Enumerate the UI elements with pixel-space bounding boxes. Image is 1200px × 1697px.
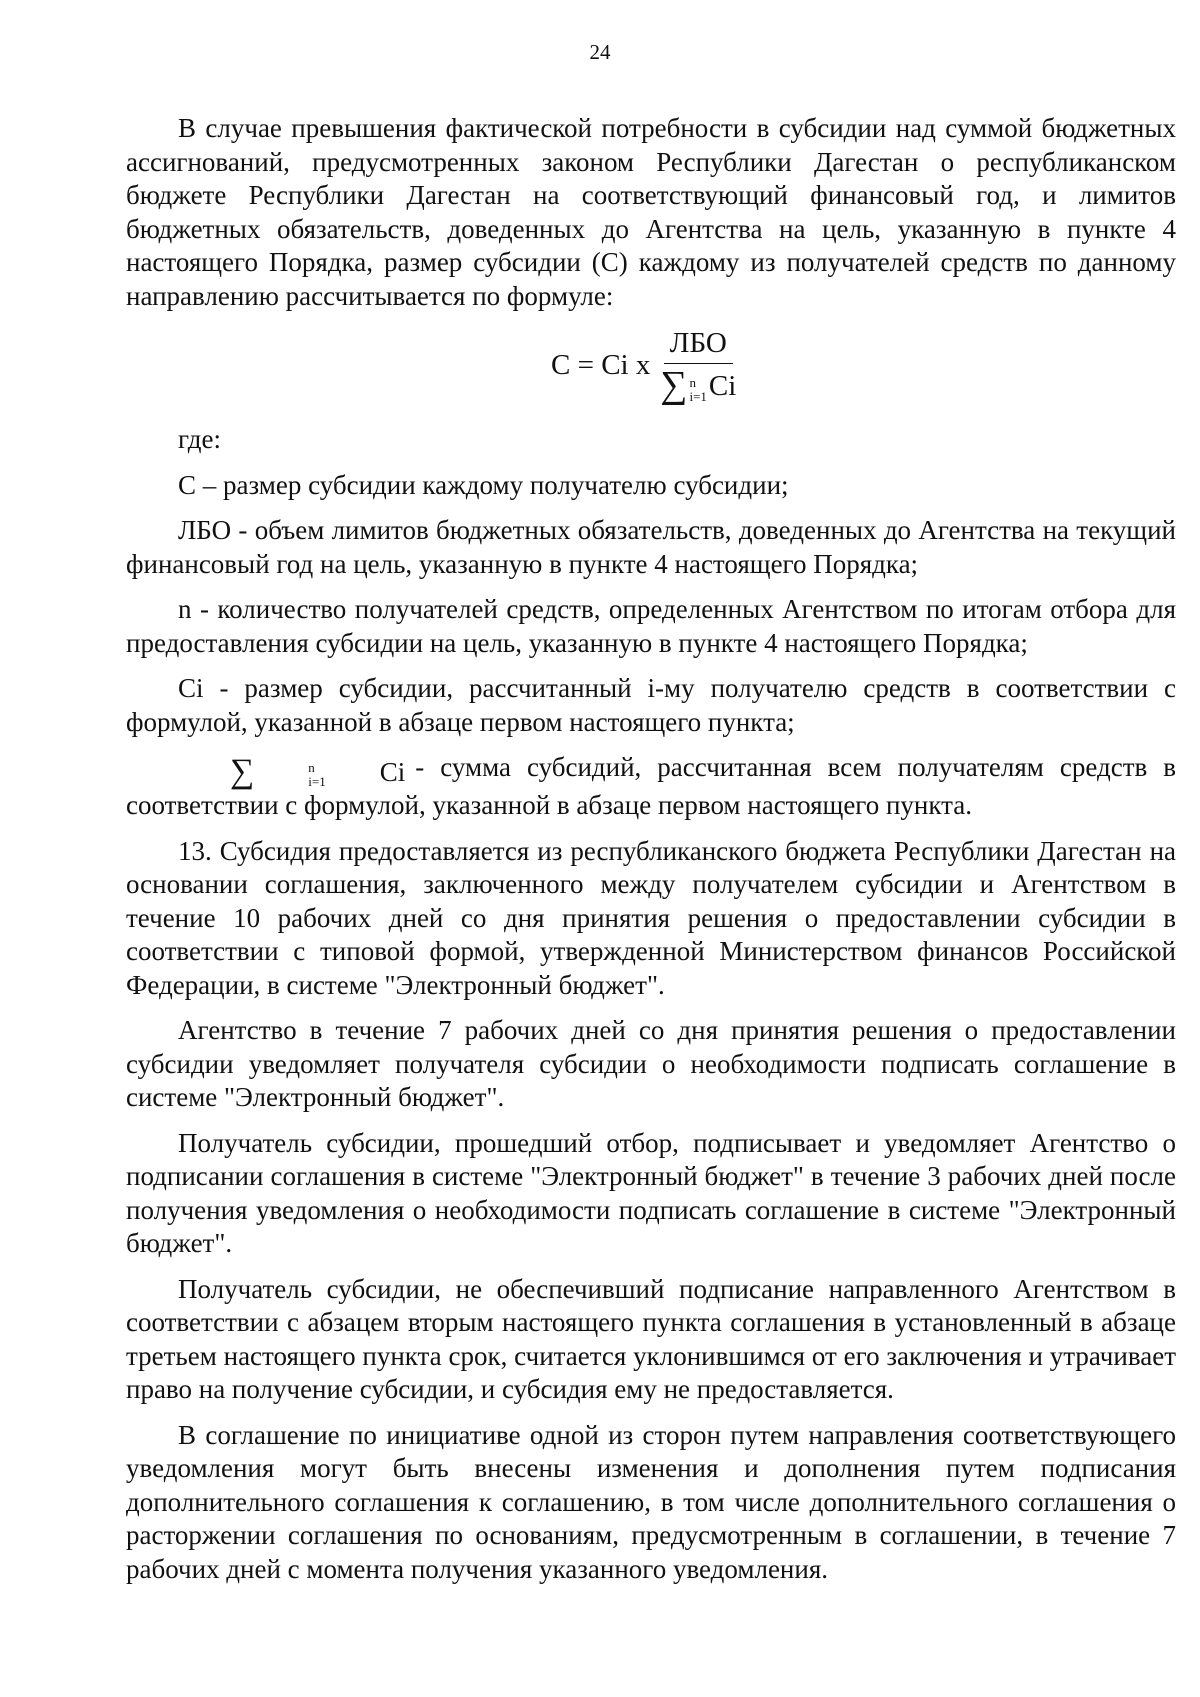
- sigma-summand: Ci: [708, 370, 737, 402]
- formula-block: [126, 317, 1176, 417]
- where-label: где:: [178, 424, 221, 454]
- definition-sum: [126, 751, 1176, 823]
- paragraph-amendments: В соглашение по инициативе одной из сторон путем направления соответствующего уведомления могут быть внесены изменения и дополнения путем подписания дополнительного соглашения к соглашению, в том числе дополнительного соглашения о расторжении соглашения по основаниям, предусмотренным в соглашении, в течение 7 рабочих дней с момента получения указанного уведомления.: [126, 1419, 1176, 1584]
- sigma-lower-limit: i=1: [689, 388, 707, 404]
- formula-denominator: [660, 364, 736, 404]
- definition-lbo: ЛБО - объем лимитов бюджетных обязательств, доведенных до Агентства на текущий финансовый год на цель, указанную в пункте 4 настоящего Порядка;: [126, 515, 1176, 579]
- paragraph-intro: В случае превышения фактической потребности в субсидии над суммой бюджетных ассигнований, предусмотренных законом Республики Дагестан о республиканском бюджете Республики Дагестан на соответствующий финансовый год, и лимитов бюджетных обязательств, доведенных до Агентства на цель, указанную в пункте 4 настоящего Порядка, размер субсидии (С) каждому из получателей средств по данному направлению рассчитывается по формуле:: [126, 113, 1176, 311]
- sigma-lower-limit: i=1: [308, 774, 326, 789]
- sigma-limits: [256, 761, 325, 789]
- page-number: 24: [589, 40, 611, 64]
- paragraph-evasion: Получатель субсидии, не обеспечивший подписание направленного Агентством в соответствии с абзацем вторым настоящего пункта соглашения в установленный в абзаце третьем настоящего пункта срок, считается уклонившимся от его заключения и утрачивает право на получение субсидии, и субсидия ему не предоставляется.: [126, 1273, 1176, 1404]
- sigma-upper-limit: n: [308, 760, 315, 775]
- definition-ci: Ci - размер субсидии, рассчитанный i-му получателю средств в соответствии с формулой, указанной в абзаце первом настоящего пункта;: [126, 673, 1176, 737]
- paragraph-signing: Получатель субсидии, прошедший отбор, подписывает и уведомляет Агентство о подписании соглашения в системе "Электронный бюджет" в течение 3 рабочих дней после получения уведомления о необходимости подписать соглашение в системе "Электронный бюджет".: [126, 1127, 1176, 1258]
- sigma-summand: Ci: [379, 756, 406, 787]
- inline-sum-formula: [178, 755, 405, 789]
- definition-sum-text: - сумма субсидий, рассчитанная всем получателям средств в соответствии с формулой, указанной в абзаце первом настоящего пункта.: [126, 752, 1176, 820]
- formula-lhs: С = Ci x: [551, 348, 651, 381]
- sigma-symbol: ∑: [230, 753, 255, 790]
- formula-numerator: ЛБО: [664, 327, 733, 364]
- document-body: [126, 112, 1176, 1598]
- paragraph-notification: Агентство в течение 7 рабочих дней со дня принятия решения о предоставлении субсидии уведомляет получателя субсидии о необходимости подписать соглашение в системе "Электронный бюджет".: [126, 1015, 1176, 1112]
- definition-c: С – размер субсидии каждому получателю субсидии;: [178, 469, 789, 500]
- formula-fraction: [660, 327, 736, 404]
- sigma-limits: [689, 376, 706, 404]
- definition-n: n - количество получателей средств, определенных Агентством по итогам отбора для предоставления субсидии на цель, указанную в пункте 4 настоящего Порядка;: [126, 594, 1176, 658]
- sigma-upper-limit: n: [689, 374, 696, 390]
- paragraph-13: 13. Субсидия предоставляется из республиканского бюджета Республики Дагестан на основании соглашения, заключенного между получателем субсидии и Агентством в течение 10 рабочих дней со дня принятия решения о предоставлении субсидии в соответствии с типовой формой, утвержденной Министерством финансов Российской Федерации, в системе "Электронный бюджет".: [126, 835, 1176, 1000]
- sigma-symbol: ∑: [660, 363, 688, 406]
- subsidy-formula: [551, 327, 736, 404]
